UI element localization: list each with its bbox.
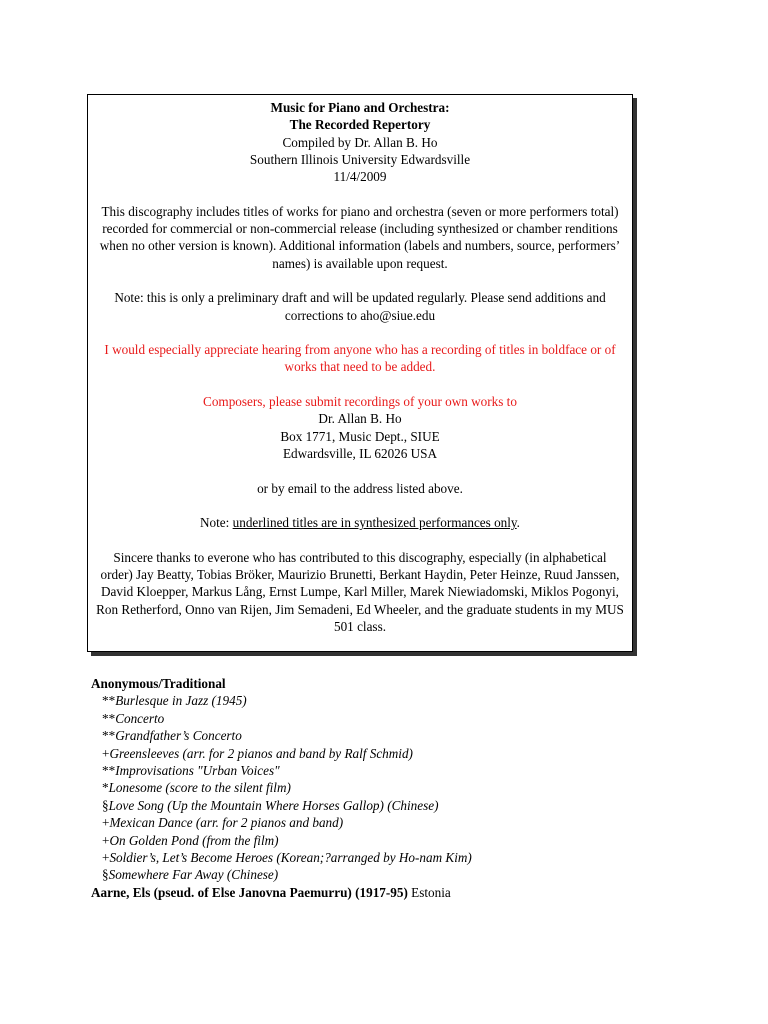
underline-note-text: underlined titles are in synthesized performances only bbox=[232, 515, 517, 531]
work-title: Greensleeves (arr. for 2 pianos and band by Ralf Schmid) bbox=[109, 745, 413, 761]
work-item bbox=[91, 692, 711, 709]
underline-note-suffix: . bbox=[516, 515, 520, 531]
work-title: Somewhere Far Away (Chinese) bbox=[108, 867, 279, 883]
composer-country: Estonia bbox=[411, 884, 451, 900]
underline-note bbox=[96, 514, 624, 531]
composer-heading: Aarne, Els (pseud. of Else Janovna Paemurru) (1917-95) bbox=[91, 884, 408, 900]
draft-note: Note: this is only a preliminary draft and will be updated regularly. Please send additions and corrections to aho@siue.edu bbox=[114, 290, 606, 323]
composer-entry-2 bbox=[91, 884, 711, 901]
email-note: or by email to the address listed above. bbox=[257, 480, 463, 496]
work-mark: + bbox=[102, 815, 110, 831]
work-item bbox=[91, 710, 711, 727]
underline-note-prefix: Note: bbox=[200, 515, 233, 531]
date-line: 11/4/2009 bbox=[333, 169, 387, 185]
work-item bbox=[91, 779, 711, 796]
work-title: Mexican Dance (arr. for 2 pianos and band) bbox=[109, 815, 344, 831]
work-title: Grandfather’s Concerto bbox=[115, 728, 242, 744]
work-item bbox=[91, 745, 711, 762]
address-box: Box 1771, Music Dept., SIUE bbox=[280, 428, 440, 444]
work-mark: + bbox=[102, 745, 110, 761]
work-mark: * bbox=[102, 780, 109, 796]
document-title-line1: Music for Piano and Orchestra: bbox=[270, 100, 450, 115]
submit-note: Composers, please submit recordings of your own works to bbox=[203, 394, 517, 410]
description-paragraph: This discography includes titles of works for piano and orchestra (seven or more performers total) recorded for commercial or non-commercial release (including synthesized or chamber renditions when no other version is known). Additional information (labels and numbers, source, performers’ names) is available upon request. bbox=[99, 203, 621, 271]
intro-box bbox=[87, 94, 633, 652]
work-title: Lonesome (score to the silent film) bbox=[108, 780, 291, 796]
composer-heading: Anonymous/Traditional bbox=[91, 676, 226, 691]
work-mark: ** bbox=[102, 728, 116, 744]
work-item bbox=[91, 849, 711, 866]
work-item bbox=[91, 814, 711, 831]
work-title: On Golden Pond (from the film) bbox=[109, 832, 279, 848]
work-mark: § bbox=[102, 797, 109, 813]
work-mark: + bbox=[102, 832, 110, 848]
work-mark: ** bbox=[102, 710, 116, 726]
work-title: Improvisations "Urban Voices" bbox=[115, 763, 280, 779]
work-title: Concerto bbox=[115, 710, 165, 726]
institution-line: Southern Illinois University Edwardsville bbox=[249, 151, 471, 167]
discography-list bbox=[91, 675, 711, 901]
address-name: Dr. Allan B. Ho bbox=[318, 411, 402, 427]
work-item bbox=[91, 866, 711, 883]
work-mark: ** bbox=[102, 763, 116, 779]
work-title: Love Song (Up the Mountain Where Horses Gallop) (Chinese) bbox=[108, 797, 439, 813]
work-mark: ** bbox=[102, 693, 116, 709]
compiler-line: Compiled by Dr. Allan B. Ho bbox=[282, 134, 438, 150]
work-item bbox=[91, 797, 711, 814]
thanks-paragraph: Sincere thanks to everone who has contributed to this discography, especially (in alphabetical order) Jay Beatty, Tobias Bröker, Maurizio Brunetti, Berkant Haydin, Peter Heinze, Ruud Janssen, David Kloepper, Markus Lång, Ernst Lumpe, Karl Miller, Marek Niewiadomski, Miklos Pogonyi, Ron Retherford, Onno van Rijen, Jim Semadeni, Ed Wheeler, and the graduate students in my MUS 501 class. bbox=[96, 549, 624, 634]
address-city: Edwardsville, IL 62026 USA bbox=[282, 445, 438, 461]
document-title-line2: The Recorded Repertory bbox=[289, 117, 431, 133]
work-item bbox=[91, 762, 711, 779]
work-item bbox=[91, 727, 711, 744]
work-item bbox=[91, 832, 711, 849]
request-note: I would especially appreciate hearing from anyone who has a recording of titles in boldface or of works that need to be added. bbox=[104, 342, 616, 375]
work-mark: § bbox=[102, 867, 109, 883]
work-title: Soldier’s, Let’s Become Heroes (Korean;?arranged by Ho-nam Kim) bbox=[109, 850, 472, 866]
work-mark: + bbox=[102, 850, 110, 866]
work-title: Burlesque in Jazz (1945) bbox=[115, 693, 247, 709]
